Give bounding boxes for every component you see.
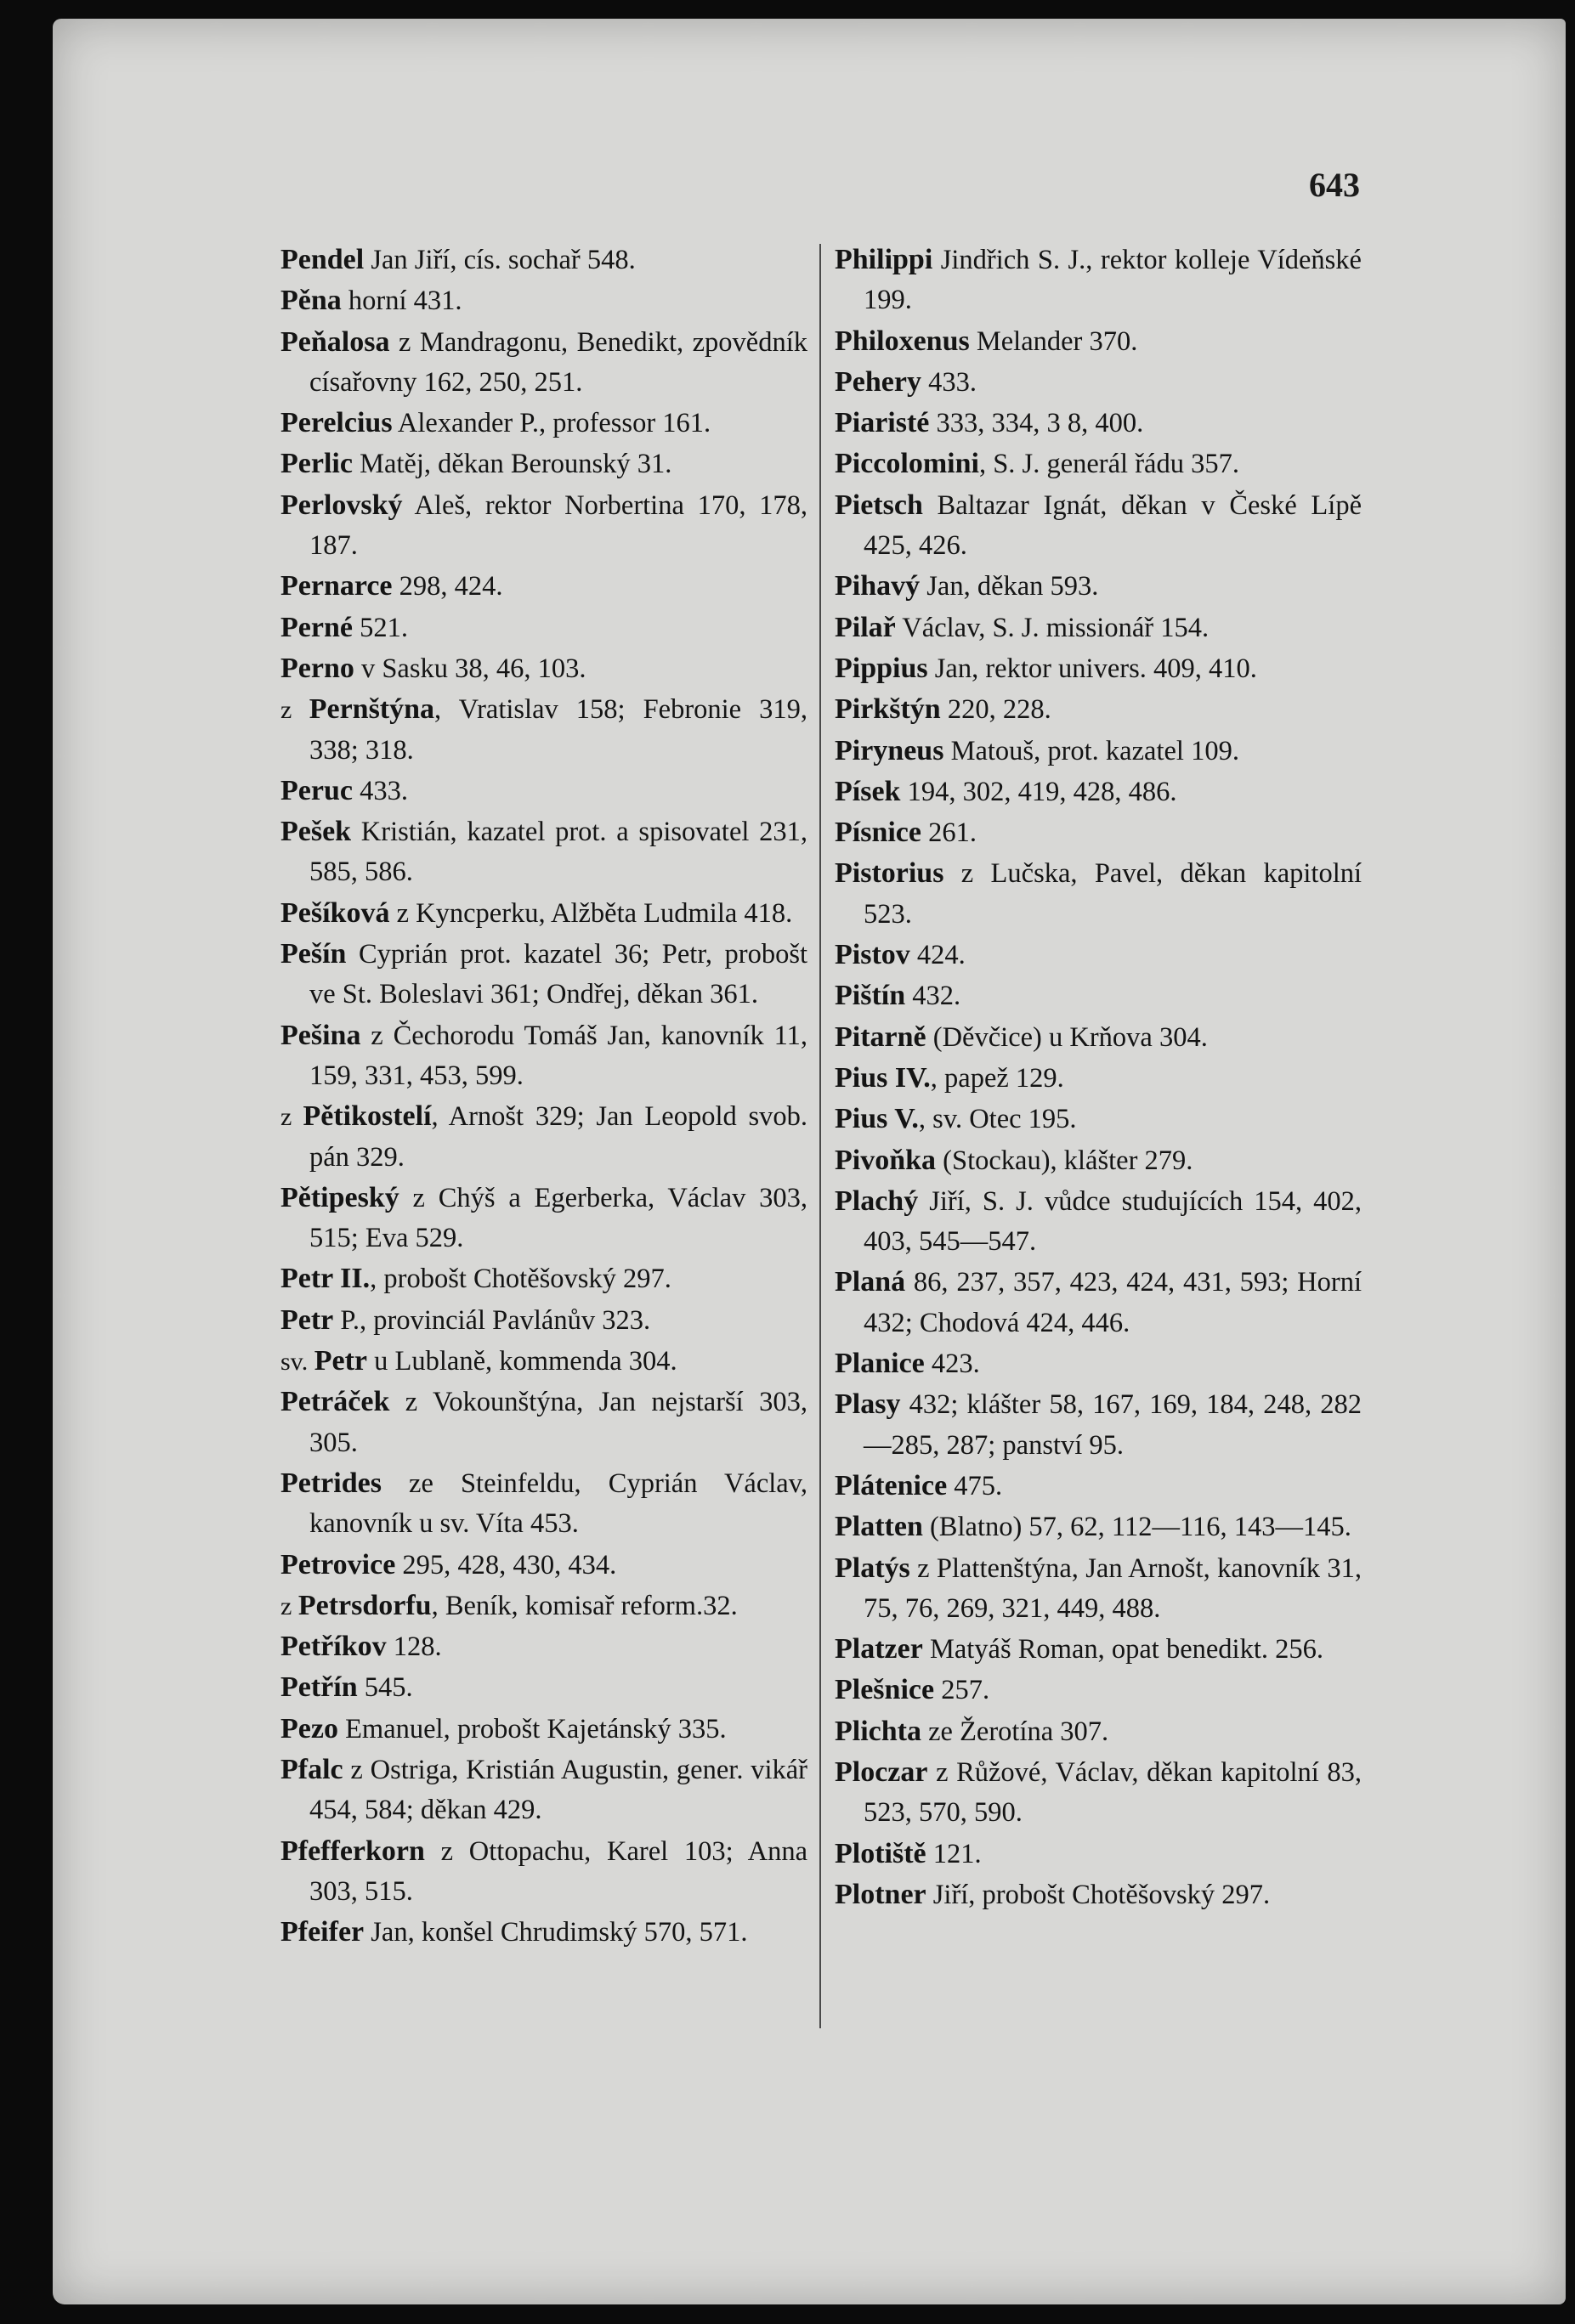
entry-text: Matouš, prot. kazatel 109. (943, 735, 1239, 766)
index-entry (835, 1181, 1362, 1263)
right-column (835, 240, 1362, 1915)
entry-text: 261. (921, 817, 977, 849)
index-entry (280, 485, 807, 567)
index-entry (835, 1099, 1362, 1139)
entry-headword: Perno (280, 652, 354, 684)
index-entry (280, 648, 807, 689)
entry-headword: Pešín (280, 938, 347, 970)
entry-headword: Pilař (835, 611, 896, 643)
entry-text: 333, 334, 3 8, 400. (929, 408, 1144, 439)
entry-text: 521. (352, 612, 408, 643)
entry-text: Matyáš Roman, opat benedikt. 256. (922, 1634, 1323, 1665)
index-entry (835, 321, 1362, 362)
index-entry (835, 1874, 1362, 1915)
entry-headword: Perné (280, 611, 353, 643)
index-entry (280, 322, 807, 404)
index-entry (835, 1384, 1362, 1466)
entry-text: Jan Jiří, cís. sochař 548. (364, 245, 636, 275)
entry-text: , Arnošt 329; Jan Leopold svob. pán 329. (309, 1101, 808, 1173)
entry-text: , S. J. generál řádu 357. (978, 449, 1239, 480)
index-entry (835, 1466, 1362, 1507)
entry-headword: Pernštýna (309, 693, 435, 726)
entry-text: 295, 428, 430, 434. (395, 1549, 617, 1580)
entry-text: z Lučska, Pavel, děkan kapitolní 523. (864, 858, 1362, 930)
entry-text: , probošt Chotěšovský 297. (370, 1264, 671, 1295)
index-entry (835, 1548, 1362, 1630)
entry-headword: Pešina (280, 1019, 361, 1051)
entry-text: 220, 228. (940, 694, 1051, 726)
entry-text: Emanuel, probošt Kajetánský 335. (337, 1713, 727, 1744)
entry-headword: Pětikostelí (303, 1100, 432, 1133)
entry-text: z Ottopachu, Karel 103; Anna 303, 515. (309, 1835, 807, 1907)
entry-text: Jiří, probošt Chotěšovský 297. (926, 1879, 1271, 1910)
entry-headword: Petřín (280, 1671, 358, 1704)
entry-headword: Plichta (835, 1715, 921, 1747)
index-entry (280, 1545, 807, 1586)
index-entry (280, 566, 807, 607)
entry-headword: Písnice (835, 817, 921, 849)
entry-text: 432; klášter 58, 167, 169, 184, 248, 282—285, 287; panství 95. (864, 1389, 1362, 1461)
index-entry (280, 934, 807, 1015)
entry-headword: Petráček (280, 1386, 390, 1418)
index-entry (280, 1709, 807, 1750)
index-entry (280, 1750, 807, 1831)
entry-headword: Pernarce (280, 570, 393, 602)
entry-text: 194, 302, 419, 428, 486. (900, 776, 1177, 807)
entry-text: Cyprián prot. kazatel 36; Petr, probošt ve St. Boleslavi 361; Ondřej, děkan 361. (309, 939, 807, 1010)
entry-text: z Mandragonu, Benedikt, zpovědník císařovny 162, 250, 251. (309, 326, 807, 398)
entry-headword: Pěna (280, 285, 342, 317)
entry-text: Jindřich S. J., rektor kolleje Vídeňské 199. (864, 245, 1362, 316)
entry-text: z Růžové, Václav, děkan kapitolní 83, 523, 570, 590. (864, 1756, 1362, 1829)
entry-headword: Pětipeský (280, 1181, 399, 1213)
page-number: 643 (1309, 166, 1360, 204)
entry-text: 424. (909, 940, 966, 971)
entry-text: 86, 237, 357, 423, 424, 431, 593; Horní 432; Chodová 424, 446. (864, 1267, 1362, 1338)
entry-headword: Petr II. (280, 1263, 371, 1295)
entry-text: , Beník, komisař reform.32. (431, 1590, 738, 1621)
entry-text: 128. (386, 1631, 442, 1663)
entry-text: (Blatno) 57, 62, 112—116, 143—145. (922, 1512, 1351, 1543)
index-entry (280, 771, 807, 811)
left-column (280, 240, 807, 1953)
index-entry (835, 485, 1362, 567)
entry-text: , papež 129. (930, 1062, 1064, 1094)
entry-headword: Pištín (835, 980, 906, 1012)
entry-headword: Petrovice (280, 1548, 396, 1580)
index-entry (835, 1262, 1362, 1343)
entry-headword: Platýs (835, 1552, 910, 1584)
entry-headword: Piryneus (835, 734, 944, 766)
index-entry (835, 240, 1362, 321)
index-entry (280, 1258, 807, 1299)
entry-headword: Plešnice (835, 1674, 935, 1706)
index-entry (835, 648, 1362, 689)
entry-text: 121. (926, 1838, 982, 1869)
entry-headword: Pistorius (835, 857, 944, 890)
entry-text: z Vokounštýna, Jan nejstarší 303, 305. (309, 1387, 807, 1458)
index-entry (280, 1831, 807, 1913)
index-entry (280, 240, 807, 280)
entry-text: ze Žerotína 307. (921, 1716, 1109, 1747)
entry-text: (Děvčice) u Krňova 304. (926, 1021, 1208, 1053)
entry-headword: Petříkov (280, 1631, 387, 1663)
index-entry (280, 1586, 807, 1626)
entry-text: Jan, děkan 593. (920, 571, 1099, 602)
index-entry (280, 1096, 807, 1178)
entry-text: u Lublaně, kommenda 304. (367, 1346, 677, 1377)
entry-text: Jiří, S. J. vůdce studujících 154, 402, 403, 545—547. (864, 1185, 1362, 1258)
entry-text: 475. (947, 1470, 1003, 1501)
book-page (53, 19, 1566, 2304)
entry-text: P., provinciál Pavlánův 323. (333, 1304, 651, 1336)
index-entry (835, 608, 1362, 648)
entry-headword: Petr (280, 1303, 334, 1336)
index-entry (835, 1017, 1362, 1058)
entry-headword: Philippi (835, 244, 933, 275)
entry-text: horní 431. (341, 286, 462, 317)
index-entry (280, 1463, 807, 1545)
entry-text: Aleš, rektor Norbertina 170, 178, 187. (309, 489, 807, 562)
index-entry (280, 1667, 807, 1708)
entry-headword: Pehery (835, 365, 921, 398)
entry-headword: Planice (835, 1348, 925, 1380)
entry-text: ze Steinfeldu, Cyprián Václav, kanovník u sv. Víta 453. (309, 1467, 807, 1540)
index-entry (835, 812, 1362, 853)
entry-headword: Pirkštýn (835, 693, 941, 726)
entry-headword: Piaristé (835, 407, 930, 439)
index-entry (835, 1629, 1362, 1670)
entry-headword: Pippius (835, 652, 928, 684)
index-entry (280, 1015, 807, 1097)
entry-headword: Pešíková (280, 896, 390, 929)
index-entry (835, 772, 1362, 812)
entry-text: 433. (921, 366, 977, 398)
index-entry (835, 975, 1362, 1016)
entry-text: , Vratislav 158; Febronie 319, 338; 318. (309, 694, 807, 766)
entry-text: Matěj, děkan Berounský 31. (352, 449, 672, 480)
column-divider (819, 244, 821, 2028)
entry-headword: Pitarně (835, 1021, 926, 1053)
entry-text: z Ostriga, Kristián Augustin, gener. vikář 454, 584; děkan 429. (309, 1754, 807, 1826)
index-entry (280, 280, 807, 321)
entry-headword: Platten (835, 1511, 923, 1543)
entry-text: (Stockau), klášter 279. (936, 1145, 1193, 1176)
entry-headword: Plotiště (835, 1837, 926, 1869)
entry-headword: Pivoňka (835, 1144, 937, 1176)
index-entry (835, 1670, 1362, 1710)
index-entry (835, 1711, 1362, 1752)
entry-headword: Perlovský (280, 489, 403, 521)
entry-prefix: z (280, 1103, 303, 1132)
entry-headword: Petr (314, 1345, 368, 1377)
index-entry (280, 608, 807, 648)
entry-headword: Petrsdorfu (297, 1589, 432, 1621)
entry-headword: Perelcius (280, 407, 393, 439)
entry-prefix: sv. (280, 1348, 314, 1377)
entry-headword: Plotner (835, 1878, 926, 1910)
entry-text: z Plattenštýna, Jan Arnošt, kanovník 31, 75, 76, 269, 321, 449, 488. (864, 1552, 1362, 1624)
index-entry (280, 403, 807, 444)
index-entry (280, 1912, 807, 1953)
entry-headword: Philoxenus (835, 325, 970, 357)
index-entry (280, 1341, 807, 1382)
index-entry (835, 566, 1362, 607)
entry-text: Kristián, kazatel prot. a spisovatel 231, 585, 586. (309, 817, 807, 888)
entry-text: Jan, rektor univers. 409, 410. (927, 653, 1257, 684)
index-entry (280, 811, 807, 893)
entry-text: z Chýš a Egerberka, Václav 303, 515; Eva 529. (309, 1182, 807, 1254)
entry-headword: Pešek (280, 816, 352, 848)
index-entry (835, 1834, 1362, 1874)
entry-headword: Pihavý (835, 570, 921, 602)
entry-text: v Sasku 38, 46, 103. (354, 653, 586, 684)
entry-text: z Kyncperku, Alžběta Ludmila 418. (389, 897, 793, 929)
entry-text: Alexander P., professor 161. (392, 408, 711, 439)
index-entry (835, 1507, 1362, 1547)
index-entry (280, 893, 807, 934)
entry-headword: Pistov (835, 939, 910, 971)
entry-text: , sv. Otec 195. (918, 1104, 1077, 1135)
entry-text: 432. (905, 981, 961, 1012)
entry-headword: Ploczar (835, 1756, 928, 1788)
entry-headword: Pius V. (835, 1103, 919, 1135)
index-entry (835, 853, 1362, 935)
entry-text: Václav, S. J. missionář 154. (895, 612, 1210, 643)
entry-headword: Pius IV. (835, 1061, 931, 1094)
index-entry (835, 403, 1362, 444)
entry-text: z Čechorodu Tomáš Jan, kanovník 11, 159, 331, 453, 599. (309, 1020, 807, 1091)
index-entry (835, 1343, 1362, 1384)
index-entry (835, 1140, 1362, 1181)
index-entry (280, 1178, 807, 1259)
entry-headword: Perlic (280, 448, 353, 480)
entry-prefix: z (280, 696, 309, 725)
entry-text: Melander 370. (969, 325, 1138, 357)
index-entry (280, 1382, 807, 1463)
entry-text: Baltazar Ignát, děkan v České Lípě 425, 426. (864, 489, 1362, 562)
entry-headword: Plasy (835, 1388, 901, 1421)
entry-text: 433. (352, 775, 408, 806)
entry-headword: Planá (835, 1266, 906, 1298)
entry-headword: Peňalosa (280, 325, 390, 358)
entry-text: 423. (924, 1349, 980, 1380)
entry-prefix: z (280, 1592, 298, 1620)
entry-headword: Petrides (280, 1467, 382, 1499)
entry-headword: Piccolomini (835, 448, 979, 480)
entry-headword: Pfalc (280, 1753, 343, 1785)
entry-headword: Pezo (280, 1712, 338, 1744)
index-entry (280, 689, 807, 771)
index-entry (835, 444, 1362, 484)
index-entry (835, 1058, 1362, 1099)
entry-headword: Písek (835, 775, 901, 807)
entry-headword: Peruc (280, 774, 353, 806)
index-entry (835, 689, 1362, 730)
entry-headword: Plátenice (835, 1469, 948, 1501)
index-entry (835, 935, 1362, 975)
entry-headword: Pendel (280, 244, 365, 275)
entry-text: Jan, konšel Chrudimský 570, 571. (364, 1917, 748, 1948)
index-entry (280, 1300, 807, 1341)
entry-headword: Plachý (835, 1185, 919, 1217)
index-entry (280, 1626, 807, 1667)
entry-headword: Pfeifer (280, 1916, 365, 1948)
entry-headword: Platzer (835, 1633, 923, 1665)
entry-text: 257. (934, 1675, 990, 1706)
index-entry (835, 731, 1362, 772)
index-entry (835, 1752, 1362, 1834)
entry-text: 545. (357, 1672, 413, 1704)
index-entry (280, 444, 807, 484)
index-entry (835, 362, 1362, 403)
entry-headword: Pietsch (835, 489, 923, 521)
entry-headword: Pfefferkorn (280, 1835, 425, 1867)
entry-text: 298, 424. (392, 571, 503, 602)
